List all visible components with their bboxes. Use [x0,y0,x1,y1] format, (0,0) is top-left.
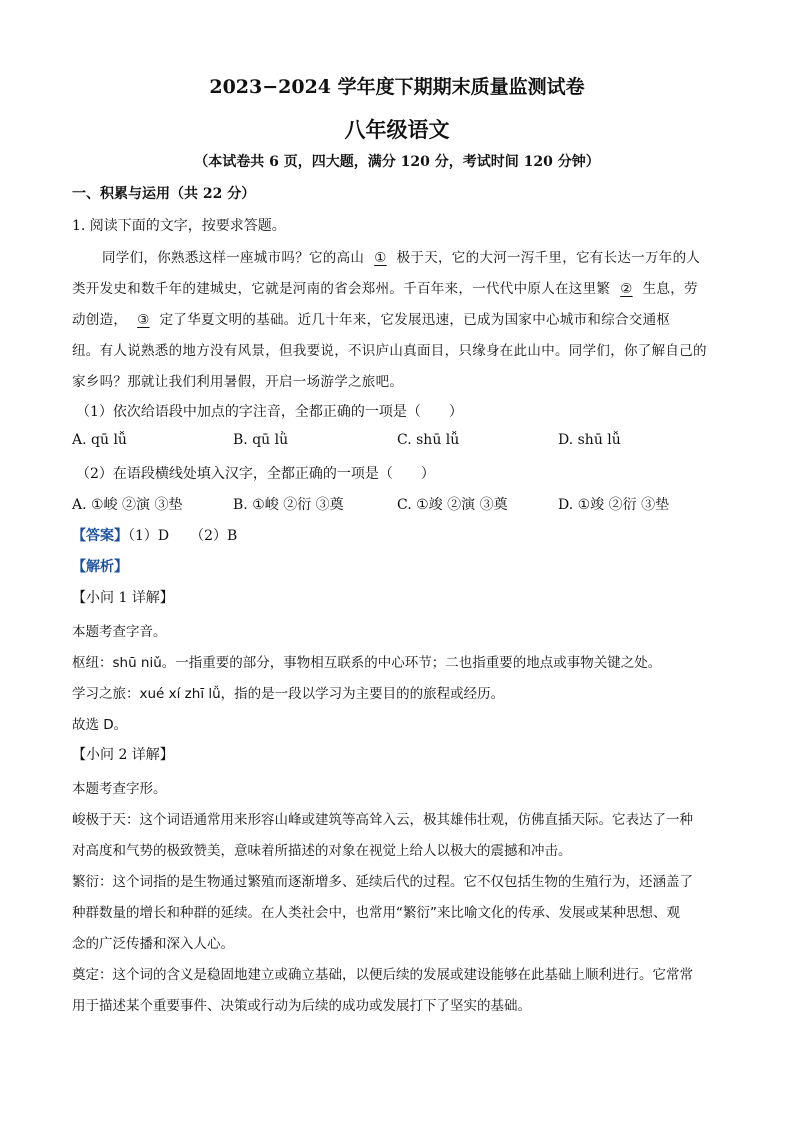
sub-question-2: （2）在语段横线处填入汉字，全都正确的一项是（ ） [76,466,435,482]
blank-3: ③ [137,312,150,328]
detail-text: 学习之旅：xué xí zhī lǚ，指的是一段以学习为主要目的的旅程或经历。 [72,686,505,702]
detail-text: 故选 D。 [72,717,128,733]
exam-title: 2023−2024 学年度下期期末质量监测试卷 [209,76,585,98]
passage-text: 同学们，你熟悉这样一座城市吗？它的高山 [102,250,365,266]
blank-2: ② [620,281,633,297]
passage-text: 极于天，它的大河一泻千里，它有长达一万年的人 [396,250,701,266]
option-a: A. qū lǚ [72,432,127,448]
detail-heading-1: 【小问 1 详解】 [72,590,174,606]
option-d: D. ①竣 ②衍 ③垫 [558,497,670,513]
detail-text: 枢纽：shū niǔ。一指重要的部分，事物相互联系的中心环节；二也指重要的地点或事物关键之处。 [72,655,662,671]
option-d: D. shū lǚ [558,432,621,448]
question-stem: 1. 阅读下面的文字，按要求答题。 [72,218,286,234]
passage-line-3 [72,308,670,328]
exam-note: （本试卷共 6 页，四大题，满分 120 分，考试时间 120 分钟） [194,154,600,170]
detail-text: 种群数量的增长和种群的延续。在人类社会中，也常用“繁衍”来比喻文化的传承、发展或某种思想、观 [72,905,680,921]
option-b: B. ①峻 ②衍 ③奠 [233,497,344,513]
blank-1: ① [374,250,387,266]
passage-line-5: 家乡吗？那就让我们利用暑假，开启一场游学之旅吧。 [72,374,404,390]
answer-text: （1）D （2）B [128,528,238,544]
detail-text: 用于描述某个重要事件、决策或行动为后续的成功或发展打下了坚实的基础。 [72,998,531,1014]
detail-text: 奠定：这个词的含义是稳固地建立或确立基础，以便后续的发展或建设能够在此基础上顺利进行。它常常 [72,967,693,983]
passage-text: 定了华夏文明的基础。近几十年来，它发展迅速，已成为国家中心城市和综合交通枢 [159,312,671,328]
passage-text: 生息，劳 [642,281,698,297]
option-c: C. shū lǚ [397,432,460,448]
answer-tag: 【答案】 [72,528,128,544]
sub-question-1: （1）依次给语段中加点的字注音，全都正确的一项是（ ） [76,404,463,420]
detail-text: 本题考查字形。 [72,781,167,797]
passage-text: 动创造， [72,312,128,328]
detail-text: 繁衍：这个词指的是生物通过繁殖而逐渐增多、延续后代的过程。它不仅包括生物的生殖行为，还涵盖了 [72,874,693,890]
passage-line-2 [72,277,698,297]
option-b: B. qū lǜ [233,432,289,448]
detail-text: 峻极于天：这个词语通常用来形容山峰或建筑等高耸入云，极其雄伟壮观，仿佛直插天际。它表达了一种 [72,812,693,828]
option-c: C. ①竣 ②演 ③奠 [397,497,508,513]
detail-text: 本题考查字音。 [72,624,167,640]
answer-line [72,525,237,545]
option-a: A. ①峻 ②演 ③垫 [72,497,183,513]
passage-line-4: 纽。有人说熟悉的地方没有风景，但我要说，不识庐山真面目，只缘身在此山中。同学们，你了解自己的 [72,343,707,359]
analysis-tag: 【解析】 [72,559,128,575]
exam-subtitle: 八年级语文 [344,117,450,142]
detail-text: 对高度和气势的极致赞美，意味着所描述的对象在视觉上给人以极大的震撼和冲击。 [72,843,572,859]
section-heading: 一、积累与运用（共 22 分） [72,186,256,202]
passage-text: 类开发史和数千年的建城史，它就是河南的省会郑州。千百年来，一代代中原人在这里繁 [72,281,611,297]
passage-line-1 [102,246,700,266]
detail-heading-2: 【小问 2 详解】 [72,747,174,763]
detail-text: 念的广泛传播和深入人心。 [72,936,234,952]
